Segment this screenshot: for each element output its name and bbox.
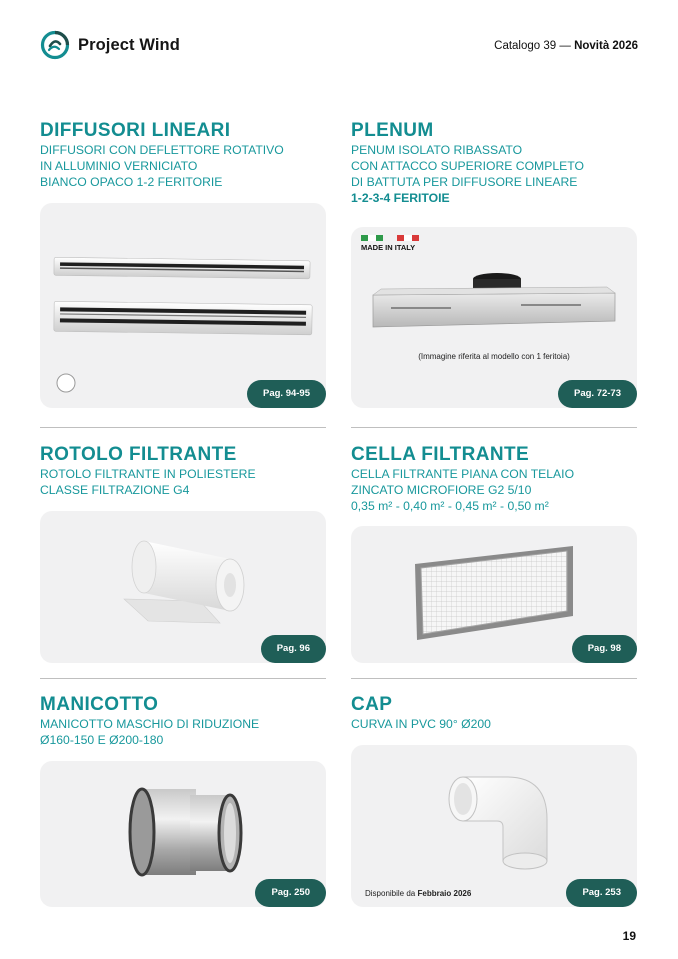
page-ref-badge[interactable]: Pag. 250: [255, 879, 326, 907]
product-card-diffusori: [40, 203, 326, 408]
brand-name: Project Wind: [78, 35, 180, 54]
product-card-rotolo: [40, 511, 326, 663]
product-card-manicotto: [40, 761, 326, 907]
made-in-label: MADE IN ITALY: [361, 243, 416, 252]
product-desc-line: DI BATTUTA PER DIFFUSORE LINEARE: [351, 175, 578, 189]
brand-logo[interactable]: [40, 30, 180, 60]
image-note: (Immagine riferita al modello con 1 feritoia): [418, 352, 570, 361]
page-ref-badge[interactable]: Pag. 98: [572, 635, 637, 663]
product-title: DIFFUSORI LINEARI: [40, 120, 231, 141]
product-desc-line: CON ATTACCO SUPERIORE COMPLETO: [351, 159, 584, 173]
product-title: CELLA FILTRANTE: [351, 444, 530, 465]
page-ref-badge[interactable]: Pag. 94-95: [247, 380, 326, 408]
catalog-novelty: Novità 2026: [574, 40, 638, 52]
product-desc-line: CURVA IN PVC 90° Ø200: [351, 717, 491, 731]
product-card-cap: [351, 745, 637, 907]
availability-date: Febbraio 2026: [417, 889, 472, 898]
product-desc-line: ZINCATO MICROFIORE G2 5/10: [351, 483, 532, 497]
product-desc-line: BIANCO OPACO 1-2 FERITORIE: [40, 175, 223, 189]
page-header: [40, 30, 638, 64]
divider: [351, 678, 637, 679]
product-cap: [351, 694, 637, 732]
page-number: 19: [622, 929, 636, 943]
product-sizes: 0,35 m² - 0,40 m² - 0,45 m² - 0,50 m²: [351, 499, 549, 513]
divider: [351, 427, 637, 428]
product-manicotto: [40, 694, 326, 748]
wind-logo-icon: [40, 30, 70, 60]
product-desc-line: CLASSE FILTRAZIONE G4: [40, 483, 190, 497]
product-diffusori-lineari: [40, 120, 326, 190]
divider: [40, 678, 326, 679]
product-desc-strong: 1-2-3-4 FERITOIE: [351, 191, 450, 205]
product-desc-line: Ø160-150 E Ø200-180: [40, 733, 164, 747]
product-desc-line: DIFFUSORI CON DEFLETTORE ROTATIVO: [40, 143, 284, 157]
product-title: CAP: [351, 694, 393, 715]
product-title: PLENUM: [351, 120, 434, 141]
product-desc-line: MANICOTTO MASCHIO DI RIDUZIONE: [40, 717, 260, 731]
product-cella-filtrante: [351, 444, 637, 514]
product-card-plenum: [351, 227, 637, 408]
product-rotolo-filtrante: [40, 444, 326, 498]
product-desc-line: ROTOLO FILTRANTE IN POLIESTERE: [40, 467, 256, 481]
product-title: ROTOLO FILTRANTE: [40, 444, 237, 465]
catalog-number: Catalogo 39 —: [494, 40, 575, 52]
availability-prefix: Disponibile da: [365, 889, 418, 898]
product-desc-line: CELLA FILTRANTE PIANA CON TELAIO: [351, 467, 575, 481]
availability-note: [365, 889, 471, 898]
product-title: MANICOTTO: [40, 694, 159, 715]
page-ref-badge[interactable]: Pag. 253: [566, 879, 637, 907]
product-plenum: [351, 120, 637, 206]
catalog-label: [494, 40, 638, 52]
page-ref-badge[interactable]: Pag. 72-73: [558, 380, 637, 408]
product-desc-line: IN ALLUMINIO VERNICIATO: [40, 159, 198, 173]
product-desc-line: PENUM ISOLATO RIBASSATO: [351, 143, 523, 157]
divider: [40, 427, 326, 428]
linear-diffuser-image: [40, 203, 326, 408]
product-card-cella: [351, 526, 637, 663]
page-ref-badge[interactable]: Pag. 96: [261, 635, 326, 663]
